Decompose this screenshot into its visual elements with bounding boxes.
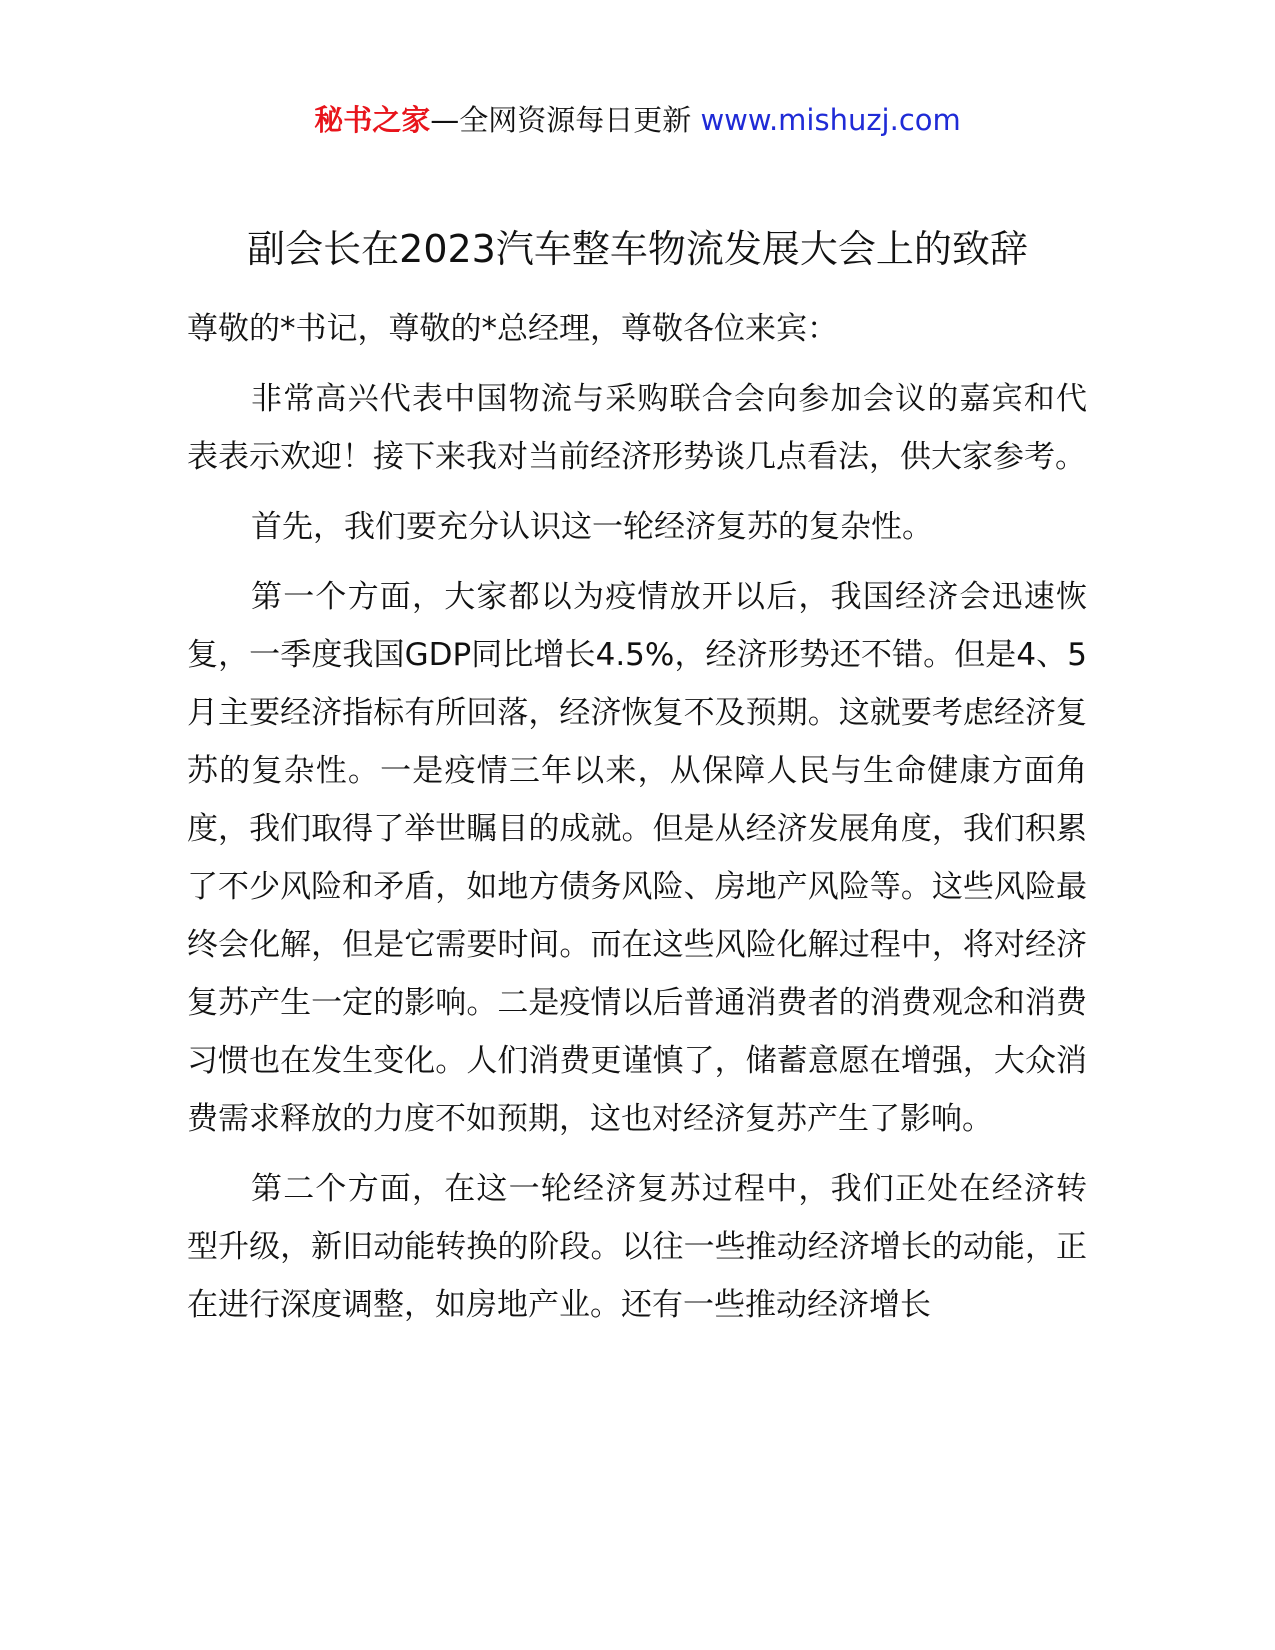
paragraph: 非常高兴代表中国物流与采购联合会向参加会议的嘉宾和代表表示欢迎！接下来我对当前经济形势谈几点看法，供大家参考。 <box>187 381 1087 475</box>
paragraph: 第一个方面，大家都以为疫情放开以后，我国经济会迅速恢复，一季度我国GDP同比增长4.5%，经济形势还不错。但是4、5月主要经济指标有所回落，经济恢复不及预期。这就要考虑经济复苏的复杂性。一是疫情三年以来，从保障人民与生命健康方面角度，我们取得了举世瞩目的成就。但是从经济发展角度，我们积累了不少风险和矛盾，如地方债务风险、房地产风险等。这些风险最终会化解，但是它需要时间。而在这些风险化解过程中，将对经济复苏产生一定的影响。二是疫情以后普通消费者的消费观念和消费习惯也在发生变化。人们消费更谨慎了，储蓄意愿在增强，大众消费需求释放的力度不如预期，这也对经济复苏产生了影响。 <box>187 579 1087 1137</box>
paragraph: 首先，我们要充分认识这一轮经济复苏的复杂性。 <box>251 509 933 545</box>
document-title: 副会长在2023汽车整车物流发展大会上的致辞 <box>247 227 1028 271</box>
document-body <box>187 300 1087 1346</box>
paragraph: 第二个方面，在这一轮经济复苏过程中，我们正处在经济转型升级，新旧动能转换的阶段。以往一些推动经济增长的动能，正在进行深度调整，如房地产业。还有一些推动经济增长 <box>187 1171 1087 1323</box>
brand-name: 秘书之家 <box>314 103 431 137</box>
website-url: www.mishuzj.com <box>700 103 961 137</box>
header-tagline: —全网资源每日更新 <box>430 103 701 137</box>
salutation: 尊敬的*书记，尊敬的*总经理，尊敬各位来宾： <box>187 311 838 347</box>
page-header <box>0 100 1275 140</box>
